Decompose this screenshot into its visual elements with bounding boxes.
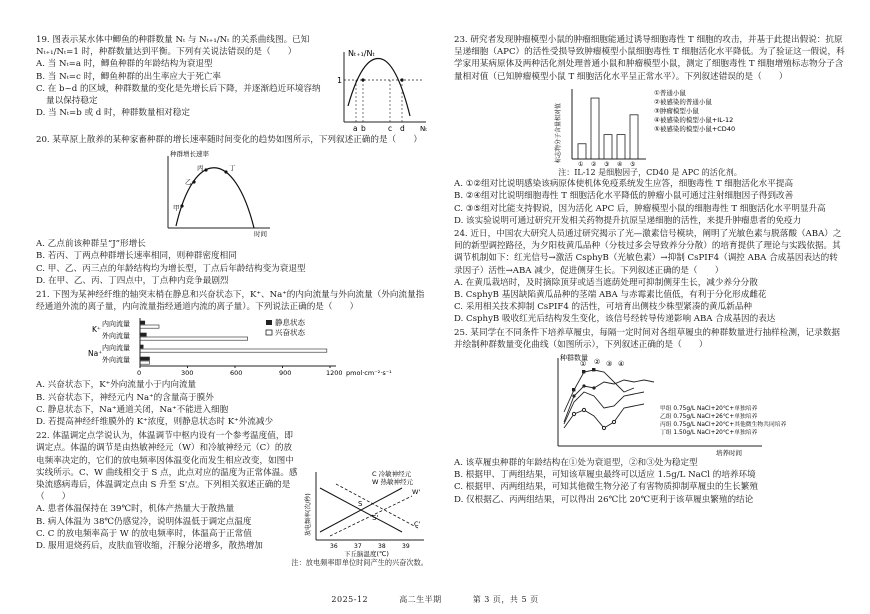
q25-legend-jia: 甲组 0.75g/L NaCl+20℃+单独培养 (660, 406, 758, 413)
q23-legend-1: ①普通小鼠 (654, 88, 686, 97)
q19-tick-a: a (353, 124, 358, 133)
q22-y-label: 放电频率(次/秒) (305, 493, 312, 537)
q21-na-in-label: 内向流量 (102, 344, 130, 353)
q22-figure (302, 466, 428, 558)
right-column (454, 34, 846, 506)
q20-stem: 20. 某草原上散养的某种家畜种群的增长速率随时间变化的趋势如图所示，下列叙述正确的是（ ） (36, 135, 422, 145)
footer-page-number: 第 3 页，共 5 页 (472, 595, 539, 604)
q21-tick-1200: 1200 (326, 369, 343, 378)
q21-unit: pmol·cm⁻²·s⁻¹ (346, 369, 392, 378)
q21-tick-600: 600 (230, 369, 243, 378)
q23-legend-3: ③肿瘤模型小鼠 (654, 106, 699, 115)
q25-option-a: A. 该草履虫种群的年龄结构在①处为衰退型，②和③处为稳定型 (454, 458, 698, 469)
q21-bar-rest-1 (140, 333, 146, 336)
q23-option-b: B. ②④组对比说明细胞毒性 T 细胞活化水平降低的肿瘤小鼠可通过注射细胞因子得到改善 (454, 191, 794, 202)
q22-tick-38: 38 (378, 543, 386, 551)
q22-s-prime-label: S' (372, 514, 379, 523)
q25-legend-bing: 丙组 0.75g/L NaCl+20℃+其他微生物共同培养 (660, 422, 787, 429)
q21-option-c: C. 静息状态下，Na⁺通道关闭，Na⁺不能进入细胞 (36, 404, 229, 415)
q24-stem: 24. 近日，中国农大研究人员通过研究揭示了光—激素信号模块，阐明了光敏色素与脱落酸（ABA）之间的新型调控路径，为夕阳枝黄瓜品种（分枝过多会导致养分分散）的培育提供了理论与实践依据。其调节机制如下：红光信号→激活 CsphyB（光敏色素）→抑制 CsPIF4（调控 ABA 合成基因表达的转录因子）活性→ABA 减少，促进侧芽生长。下列叙述正确的是（ ） (454, 228, 842, 276)
q24-option-d: D. CsphyB 吸收红光后结构发生变化，该信号经转导传递影响 ABA 合成基因的表达 (454, 314, 776, 325)
q21-legend-rest: 静息状态 (275, 318, 305, 328)
q23-legend-4: ④被感染的模型小鼠+IL-12 (654, 115, 734, 124)
q21-na-label: Na⁺ (88, 349, 103, 359)
q20-option-a: A. 乙点前该种群呈“J”形增长 (36, 239, 146, 250)
question-23 (454, 34, 846, 227)
q21-option-b: B. 兴奋状态下，神经元内 Na⁺的含量高于膜外 (36, 392, 214, 403)
q23-bar-label-1: ① (578, 160, 584, 168)
q21-legend (266, 317, 305, 337)
q19-tick-b: b (361, 124, 366, 133)
question-19 (36, 34, 428, 132)
q23-figure (550, 85, 750, 168)
q21-legend-excite-swatch (266, 330, 272, 335)
q19-x-label: Nₜ (420, 125, 428, 133)
q25-legend-yi: 乙组 0.75g/L NaCl+26℃+单独培养 (660, 414, 758, 421)
q21-na-out-label: 外向流量 (102, 356, 130, 365)
q21-stem: 21. 下图为某神经纤维的轴突末梢在静息和兴奋状态下，K⁺、Na⁺的内向流量与外向流量（外向流量指经通道外流的离子量，内向流量指经通道内流的离子量）。下列说法正确的是（ ） (36, 290, 425, 313)
q21-k-in-label: 内向流量 (102, 320, 130, 329)
q21-legend-rest-swatch (266, 320, 272, 325)
q20-point-ding: 丁 (229, 164, 236, 173)
q22-option-c: C. C 的放电频率高于 W 的放电频率时，体温高于正常值 (36, 528, 252, 539)
q22-tick-37: 37 (354, 543, 362, 551)
q20-figure (154, 148, 274, 239)
q23-bar-label-3: ③ (604, 160, 610, 168)
q19-option-d: D. 当 Nₜ=b 或 d 时，种群数量相对稳定 (36, 108, 190, 119)
q19-tick-c: c (388, 124, 393, 133)
q22-w-prime-label: W' (412, 488, 421, 497)
q25-marker-1: ① (580, 360, 587, 369)
q23-stem: 23. 研究者发现肿瘤模型小鼠的肿瘤细胞能通过诱导细胞毒性 T 细胞的攻击，并基于此提出假说：抗原呈递细胞（APC）的活性受损导致肿瘤模型小鼠细胞毒性 T 细胞活化水平降低。为了验证这一假说，科学家用某病原体及两种活化剂处理普通小鼠和肿瘤模型小鼠，测定了细胞毒性 T 细胞增殖标志物分子含量相对值（已知肿瘤模型小鼠 T 细胞活化水平呈正常水平）。下列叙述错误的是（ ） (454, 35, 845, 82)
q23-bar-label-5: ⑤ (630, 160, 636, 168)
q21-option-a: A. 兴奋状态下，K⁺外向流量小于内向流量 (36, 380, 197, 391)
question-21 (36, 289, 428, 428)
q25-option-c: C. 根据甲、丙两组结果，可知其他微生物分泌了有害物质抑制草履虫的生长繁殖 (454, 482, 758, 493)
q21-bar-rest-0 (140, 321, 145, 324)
q23-figure-wrap (454, 83, 846, 167)
q19-stem: 19. 图表示某水体中鲫鱼的种群数量 Nₜ 与 Nₜ₊₁/Nₜ 的关系曲线图。已知 Nₜ₊₁/Nₜ=1 时，种群数量达到平衡。下列有关说法错误的是（ ） (36, 35, 310, 58)
q21-k-out-label: 外向流量 (102, 332, 130, 341)
q22-legend-w: W 热敏神经元 (372, 478, 413, 487)
q25-x-label: 培养时间 (716, 449, 742, 458)
q20-point-bing: 丙 (197, 164, 204, 173)
q22-tick-36: 36 (330, 543, 338, 551)
q20-x-label: 时间 (254, 230, 267, 239)
q23-bar-label-4: ④ (617, 160, 623, 168)
q23-bar-5 (630, 115, 638, 159)
question-24 (454, 228, 846, 326)
q22-x-label: 下丘脑温度(℃) (344, 550, 389, 559)
q20-option-c: C. 甲、乙、丙三点的年龄结构均为增长型，丁点后年龄结构变为衰退型 (36, 263, 306, 274)
q21-bar-excite-3 (140, 361, 150, 364)
footer-grade: 高二生半期 (399, 595, 442, 604)
q23-bar-4 (617, 134, 625, 158)
q19-y-label: Nₜ₊₁/Nₜ (348, 49, 375, 58)
q23-legend-2: ②被感染的普通小鼠 (654, 97, 712, 106)
q21-bar-excite-1 (140, 337, 248, 340)
q22-legend-c: C 冷敏神经元 (372, 470, 412, 479)
q23-option-c: C. ③⑤组对比能支持假说，因为活化 APC 后，肿瘤模型小鼠的细胞毒性 T 细胞活化水平明显升高 (454, 203, 826, 214)
q22-option-a: A. 患者体温保持在 39℃时，机体产热量大于散热量 (36, 504, 235, 515)
q23-bar-label-2: ② (591, 160, 597, 168)
q25-figure (546, 352, 787, 458)
q19-option-b: B. 当 Nₜ=c 时，鲫鱼种群的出生率应大于死亡率 (36, 71, 221, 82)
q25-legend (660, 404, 787, 436)
q24-option-c: C. 采用相关技术抑制 CsPIF4 的活性，可培育出侧枝少株型紧凑的黄瓜新品种 (454, 302, 753, 313)
q23-legend (654, 88, 735, 133)
q23-bar-1 (578, 144, 586, 159)
q21-tick-0: 0 (137, 369, 142, 378)
q23-caption: 注：IL-12 是细胞因子，CD40 是 APC 的活化剂。 (558, 167, 742, 177)
q25-option-d: D. 仅根据乙、丙两组结果，可以得出 26℃比 20℃更利于该草履虫繁殖的结论 (454, 494, 754, 505)
q23-option-d: D. 该实验说明可通过研究开发相关药物提升抗原呈递细胞的活性，来提升肿瘤患者的免疫力 (454, 215, 802, 226)
q21-figure (36, 314, 428, 378)
q22-option-d: D. 服用退烧药后，皮肤血管收缩，汗腺分泌增多，散热增加 (36, 541, 263, 552)
q24-option-a: A. 在黄瓜栽培时，及时摘除顶芽或适当遮荫处理可抑制侧芽生长，减少养分分散 (454, 277, 758, 288)
q21-legend-excite: 兴奋状态 (275, 328, 305, 338)
q21-tick-900: 900 (279, 369, 292, 378)
q20-option-b: B. 若丙、丁两点种群增长速率相同，则种群密度相同 (36, 251, 237, 262)
q21-option-d: D. 若提高神经纤维膜外的 K⁺浓度，则静息状态时 K⁺外流减少 (36, 417, 274, 428)
q25-marker-3: ③ (606, 360, 613, 369)
q20-point-jia: 甲 (173, 204, 180, 213)
question-22 (36, 430, 428, 568)
page-footer (0, 594, 870, 605)
q22-stem: 22. 体温调定点学说认为，体温调节中枢内设有一个参考温度值，即调定点。体温的调节是由热敏神经元（W）和冷敏神经元（C）的放电频率决定的，它们的放电频率因体温变化而发生相应改变，如图中实线所示。C、W 曲线相交于 S 点，此点对应的温度为正常体温。感染流感病毒后，体温调定点由 S 升至 S'点。下列相关叙述正确的是（ ） (36, 431, 298, 503)
footer-date: 2025-12 (331, 595, 369, 604)
q21-bar-rest-3 (140, 357, 150, 360)
q22-s-label: S (358, 500, 363, 509)
q21-tick-300: 300 (181, 369, 194, 378)
q23-bar-3 (604, 134, 612, 158)
q23-legend-5: ⑤被感染的模型小鼠+CD40 (654, 124, 736, 133)
q21-bar-excite-0 (140, 325, 159, 328)
q19-figure (334, 46, 430, 132)
q22-option-b: B. 病人体温为 38℃仍感觉冷，说明体温低于调定点温度 (36, 516, 252, 527)
q25-marker-2: ② (594, 358, 601, 367)
q21-k-label: K⁺ (92, 325, 101, 335)
q25-option-b: B. 根据甲、丁两组结果，可知该草履虫最终可以适应 1.5g/L NaCl 的培养环境 (454, 470, 756, 481)
q20-y-label: 种群增长速率 (170, 150, 209, 159)
q25-stem: 25. 某同学在不同条件下培养草履虫，每隔一定时间对各组草履虫的种群数量进行抽样检测，记录数据并绘制种群数量变化曲线（如图所示），下列叙述正确的是（ ） (454, 327, 840, 350)
question-25 (454, 327, 846, 506)
q20-point-yi: 乙 (185, 178, 192, 187)
q23-option-a: A. ①②组对比说明感染该病原体使机体免疫系统发生应答，细胞毒性 T 细胞活化水平提高 (454, 179, 794, 190)
q25-legend-ding: 丁组 1.50g/L NaCl+20℃+单独培养 (660, 430, 758, 437)
left-column (36, 34, 428, 568)
q20-option-d: D. 在甲、乙、丙、丁四点中，丁点种内竞争最剧烈 (36, 275, 229, 286)
question-20 (36, 134, 428, 287)
q23-y-label: 标志物分子含量相对值 (555, 102, 562, 163)
q25-curve-jia (564, 380, 654, 422)
q19-option-a: A. 当 Nₜ=a 时，鲫鱼种群的年龄结构为衰退型 (36, 59, 213, 70)
q22-tick-39: 39 (402, 543, 410, 551)
q23-bar-2 (591, 98, 599, 159)
q25-curve-bing (564, 392, 644, 424)
q25-y-label: 种群数量 (560, 354, 588, 363)
q19-option-c: C. 在 b~d 的区域，种群数量的变化是先增长后下降，并逐渐趋近环境容纳量以保持稳定 (36, 83, 321, 107)
q25-marker-4: ④ (618, 360, 625, 369)
q21-bar-excite-2 (140, 349, 327, 352)
q22-c-prime-label: C' (414, 520, 421, 529)
q19-one-label: 1 (337, 76, 343, 85)
q22-caption: 注：放电频率即单位时间产生的兴奋次数。 (291, 558, 428, 568)
q19-tick-d: d (400, 124, 405, 133)
q24-option-b: B. CsphyB 基因缺陷黄瓜品种的茎端 ABA 与赤霉素比值低，有利于分化形成雌花 (454, 290, 767, 300)
